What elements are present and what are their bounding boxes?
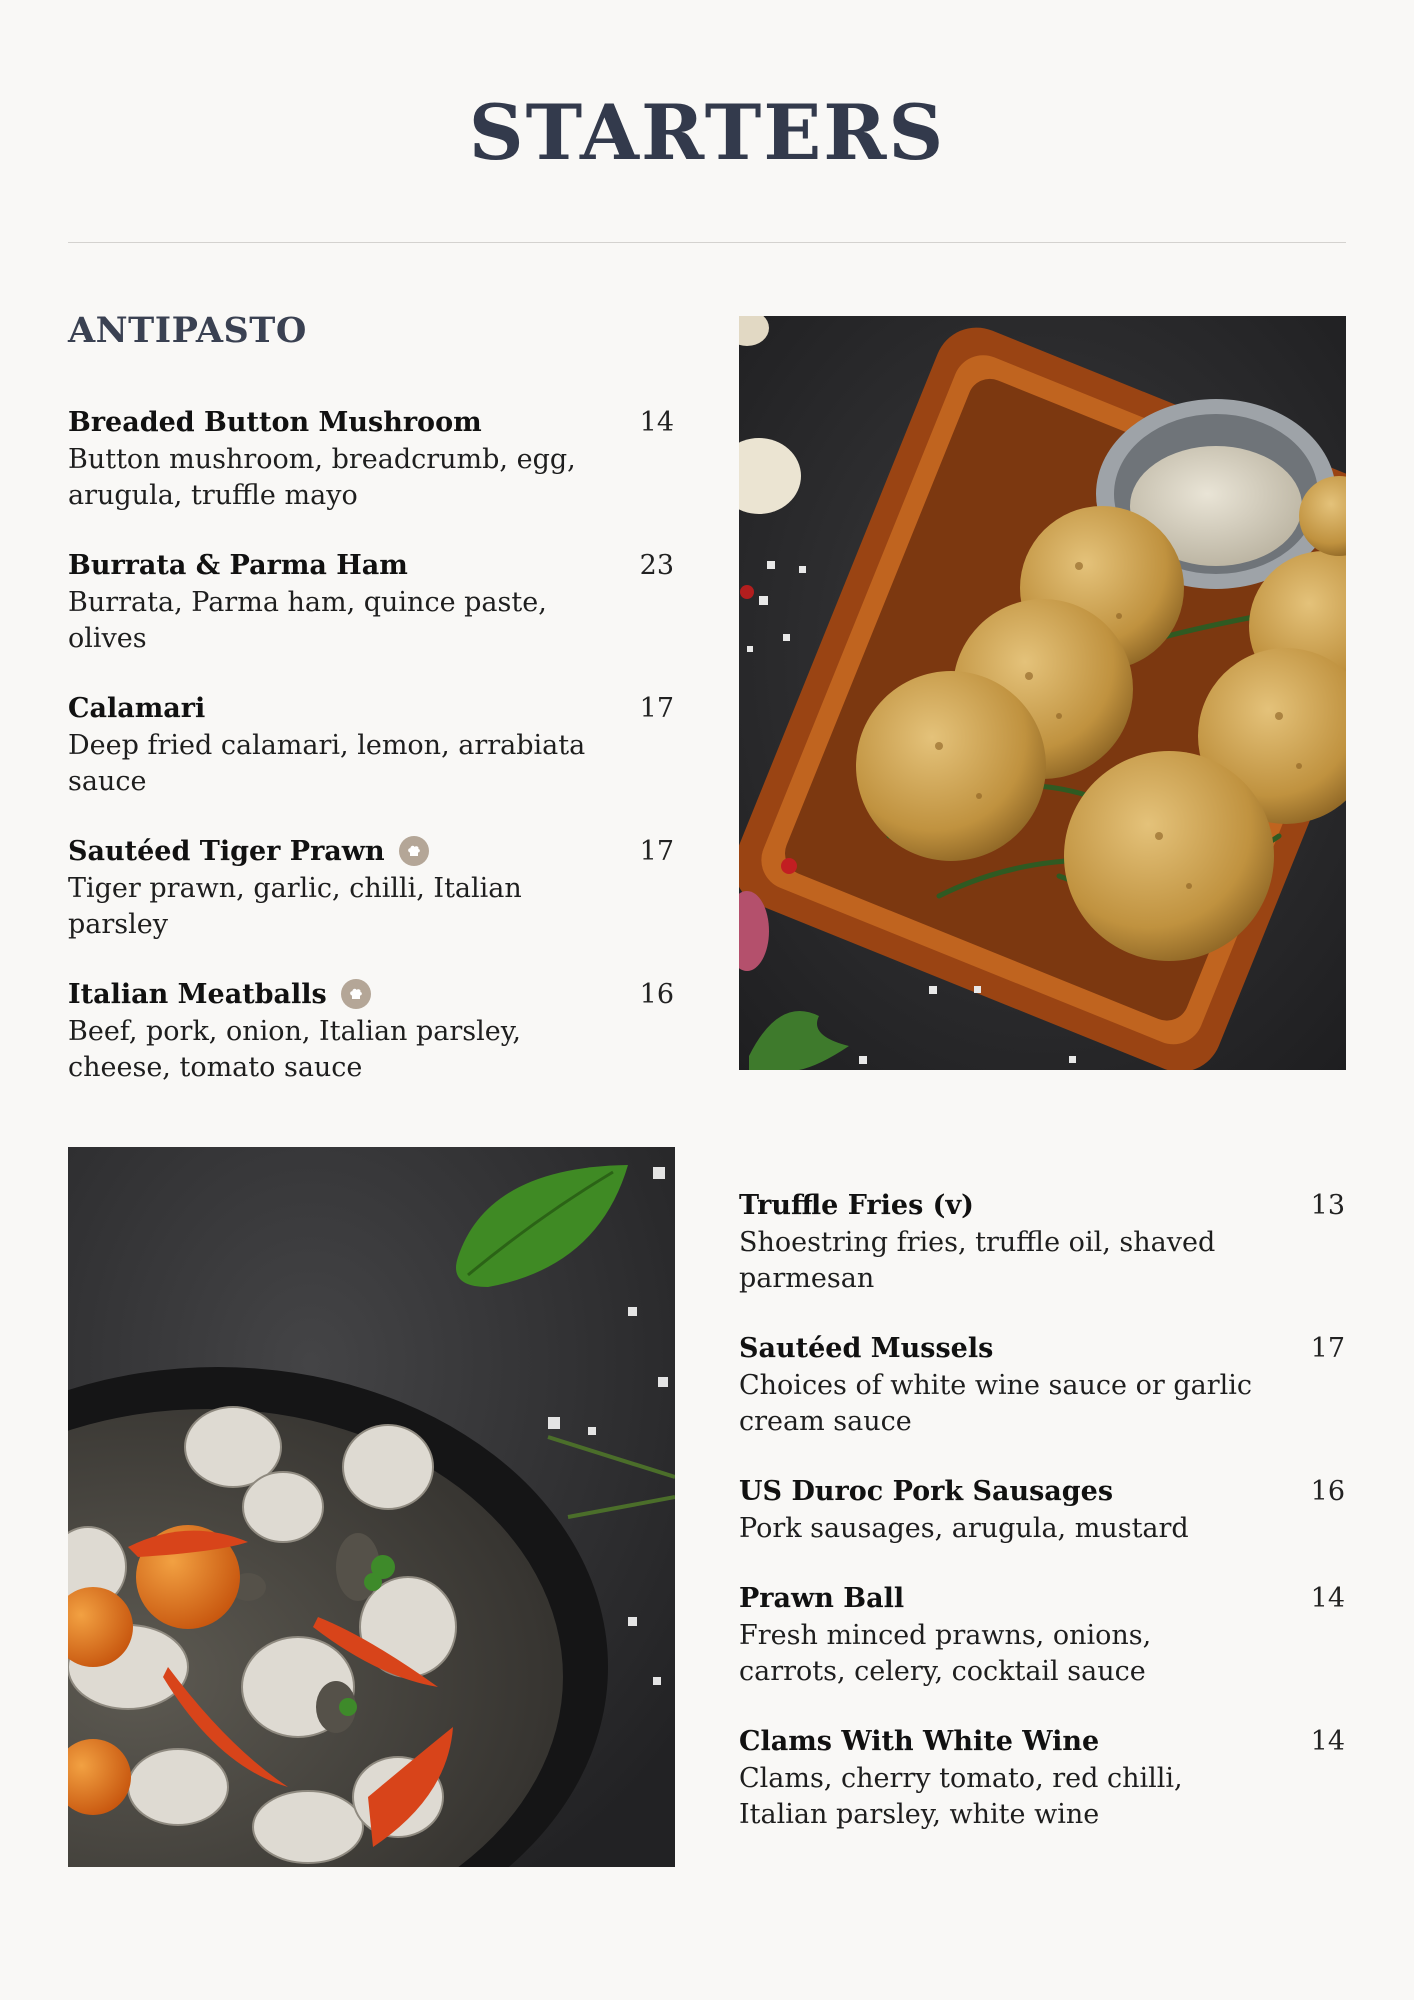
clams-white-wine-photo: [68, 1147, 675, 1867]
menu-item: [739, 1578, 1345, 1721]
item-description: Fresh minced prawns, onions, carrots, celery, cocktail sauce: [739, 1620, 1152, 1687]
item-name: Breaded Button Mushroom: [68, 406, 482, 438]
menu-item: [68, 974, 674, 1117]
menu-item: [739, 1471, 1345, 1578]
item-description: Pork sausages, arugula, mustard: [739, 1513, 1189, 1544]
item-name: Sautéed Tiger Prawn: [68, 836, 429, 867]
item-description: Burrata, Parma ham, quince paste, olives: [68, 587, 547, 654]
item-name: Italian Meatballs: [68, 979, 371, 1010]
item-name: Clams With White Wine: [739, 1725, 1100, 1757]
title-divider: [68, 242, 1346, 243]
item-price: 23: [639, 549, 674, 581]
item-price: 14: [1310, 1725, 1345, 1757]
item-description: Deep fried calamari, lemon, arrabiata sauce: [68, 730, 586, 797]
page-title: STARTERS: [468, 88, 946, 177]
item-price: 13: [1310, 1189, 1345, 1221]
item-description: Shoestring fries, truffle oil, shaved parmesan: [739, 1227, 1216, 1294]
menu-item: [68, 688, 674, 831]
item-description: Clams, cherry tomato, red chilli, Italian parsley, white wine: [739, 1763, 1183, 1830]
item-price: 17: [639, 835, 674, 867]
item-price: 17: [639, 692, 674, 724]
chef-hat-icon: [399, 836, 429, 866]
menu-item: [739, 1185, 1345, 1328]
item-description: Choices of white wine sauce or garlic cream sauce: [739, 1370, 1252, 1437]
breaded-mushroom-photo: [739, 316, 1346, 1070]
menu-item: [739, 1328, 1345, 1471]
menu-item: [68, 545, 674, 688]
item-description: Button mushroom, breadcrumb, egg, arugula, truffle mayo: [68, 444, 576, 511]
item-name: Sautéed Mussels: [739, 1332, 994, 1364]
item-price: 17: [1310, 1332, 1345, 1364]
menu-item: [739, 1721, 1345, 1864]
starters-menu-list: [739, 1185, 1345, 1864]
item-name: Truffle Fries (v): [739, 1189, 974, 1221]
item-description: Beef, pork, onion, Italian parsley, cheese, tomato sauce: [68, 1016, 522, 1083]
item-name: Prawn Ball: [739, 1582, 905, 1614]
item-description: Tiger prawn, garlic, chilli, Italian parsley: [68, 873, 522, 940]
section-heading: ANTIPASTO: [68, 310, 307, 351]
antipasto-menu-list: [68, 402, 674, 1117]
item-price: 14: [639, 406, 674, 438]
item-name: US Duroc Pork Sausages: [739, 1475, 1114, 1507]
item-price: 16: [639, 978, 674, 1010]
item-name: Calamari: [68, 692, 206, 724]
menu-item: [68, 831, 674, 974]
chef-hat-icon: [341, 979, 371, 1009]
menu-item: [68, 402, 674, 545]
item-price: 14: [1310, 1582, 1345, 1614]
item-price: 16: [1310, 1475, 1345, 1507]
item-name: Burrata & Parma Ham: [68, 549, 408, 581]
